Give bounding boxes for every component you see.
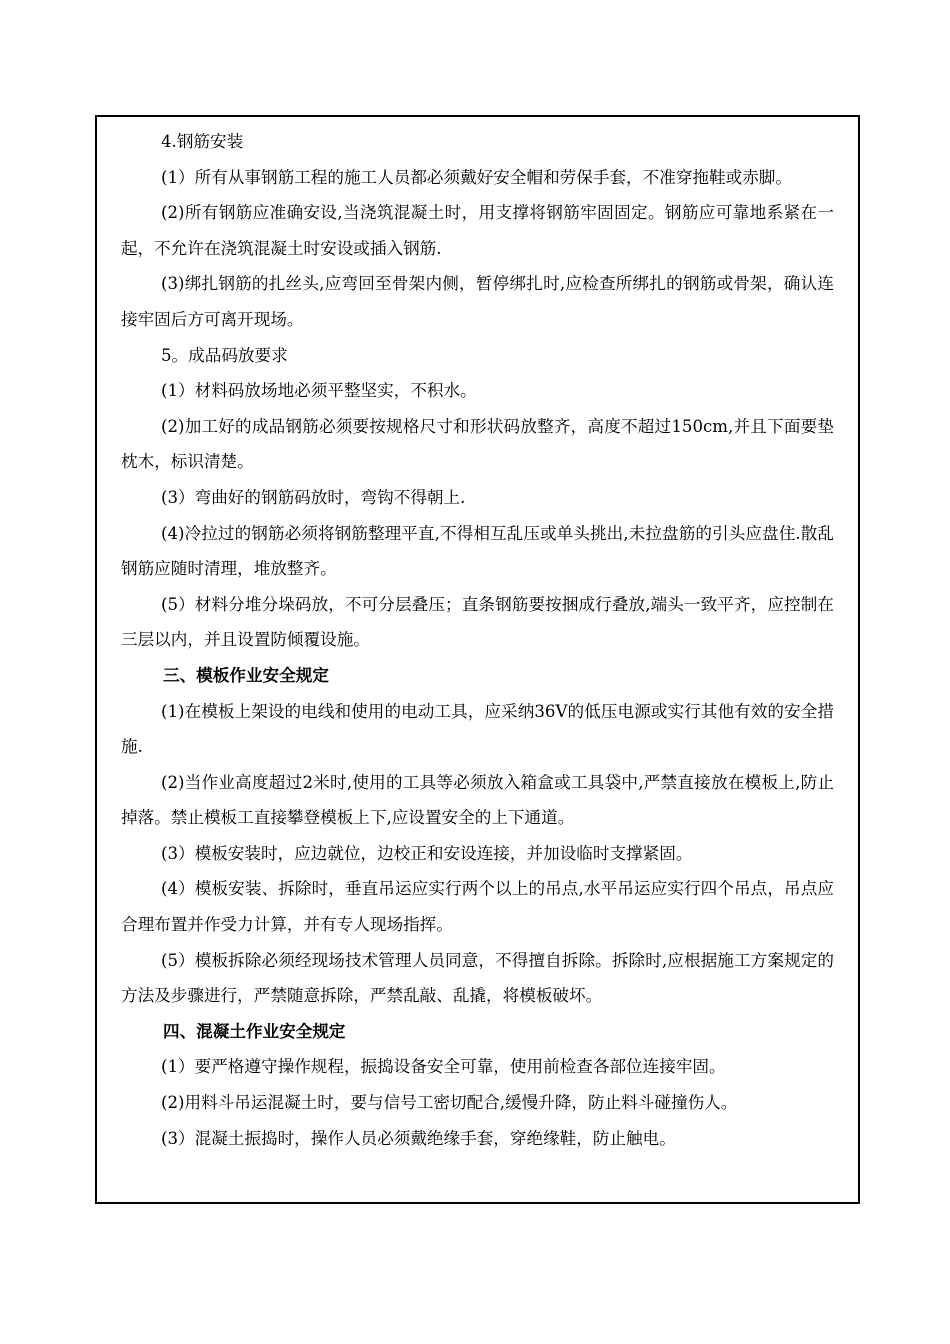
paragraph: (3）弯曲好的钢筋码放时，弯钩不得朝上. [161,487,466,507]
paragraph: 4.钢筋安装 [161,132,244,151]
paragraph: (3)绑扎钢筋的扎丝头,应弯回至骨架内侧，暂停绑扎时,应检查所绑扎的钢筋或骨架，确认连接牢固后方可离开现场。 [121,274,834,329]
paragraph: (3）模板安装时，应边就位，边校正和安设连接，并加设临时支撑紧固。 [161,843,693,863]
paragraph: 5。成品码放要求 [161,345,288,365]
paragraph: (4）模板安装、拆除时，垂直吊运应实行两个以上的吊点,水平吊运应实行四个吊点，吊点应合理布置并作受力计算，并有专人现场指挥。 [121,879,834,935]
paragraph: (1）材料码放场地必须平整坚实，不积水。 [161,381,477,401]
paragraph: (2)所有钢筋应准确安设,当浇筑混凝土时，用支撑将钢筋牢固固定。钢筋应可靠地系紧在一起，不允许在浇筑混凝土时安设或插入钢筋. [121,203,834,258]
document-body [121,124,834,1156]
paragraph: (5）材料分堆分垛码放，不可分层叠压；直条钢筋要按捆成行叠放,端头一致平齐，应控制在三层以内，并且设置防倾覆设施。 [121,594,834,650]
paragraph: (1）所有从事钢筋工程的施工人员都必须戴好安全帽和劳保手套，不准穿拖鞋或赤脚。 [161,167,792,187]
paragraph: (3）混凝土振捣时，操作人员必须戴绝缘手套，穿绝缘鞋，防止触电。 [161,1128,676,1148]
paragraph: (2)当作业高度超过2米时,使用的工具等必须放入箱盒或工具袋中,严禁直接放在模板上,防止掉落。禁止模板工直接攀登模板上下,应设置安全的上下通道。 [121,772,834,828]
paragraph: (2)加工好的成品钢筋必须要按规格尺寸和形状码放整齐，高度不超过150cm,并且下面要垫枕木，标识清楚。 [121,416,834,472]
section-heading: 四、混凝土作业安全规定 [163,1021,346,1041]
paragraph: (5）模板拆除必须经现场技术管理人员同意，不得擅自拆除。拆除时,应根据施工方案规定的方法及步骤进行，严禁随意拆除，严禁乱敲、乱撬，将模板破坏。 [121,950,834,1006]
document-frame [95,115,860,1204]
paragraph: (4)冷拉过的钢筋必须将钢筋整理平直,不得相互乱压或单头挑出,未拉盘筋的引头应盘住.散乱钢筋应随时清理，堆放整齐。 [121,523,834,579]
paragraph: (1)在模板上架设的电线和使用的电动工具，应采纳36V的低压电源或实行其他有效的安全措施. [121,701,834,757]
paragraph: (2)用料斗吊运混凝土时，要与信号工密切配合,缓慢升降，防止料斗碰撞伤人。 [161,1093,738,1113]
section-heading: 三、模板作业安全规定 [163,665,329,685]
paragraph: (1）要严格遵守操作规程，振捣设备安全可靠，使用前检查各部位连接牢固。 [161,1057,726,1077]
